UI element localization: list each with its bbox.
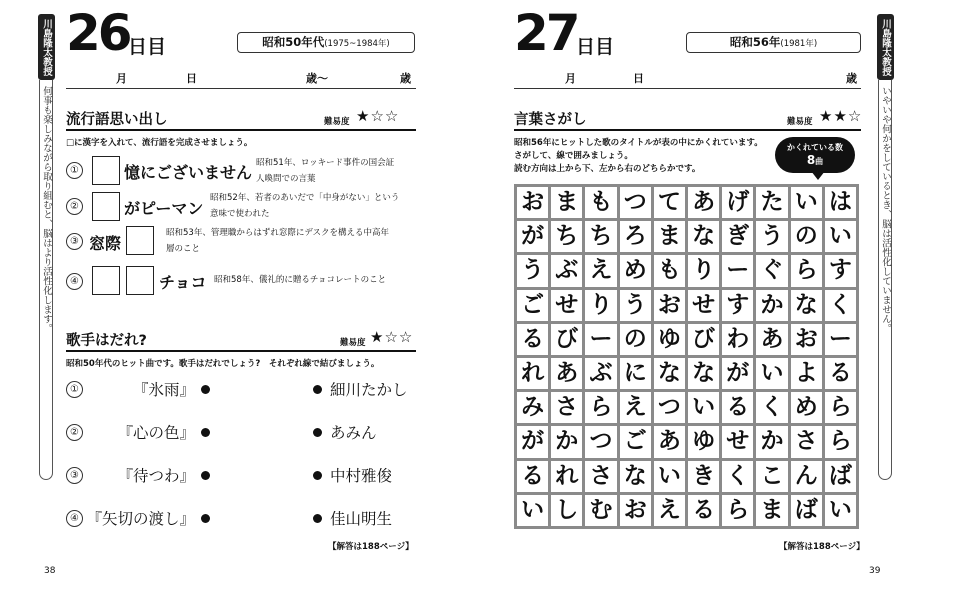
grid-cell[interactable]: り: [585, 290, 616, 321]
buzzword-text: チョコ: [159, 273, 207, 292]
grid-cell[interactable]: ー: [825, 324, 856, 355]
buzzword-text: 憶にございません: [124, 163, 253, 182]
grid-cell[interactable]: な: [688, 358, 719, 389]
grid-cell[interactable]: す: [722, 290, 753, 321]
grid-cell[interactable]: ん: [791, 461, 822, 492]
grid-cell[interactable]: せ: [688, 290, 719, 321]
song-title: 『矢切の渡し』: [86, 510, 195, 528]
grid-cell[interactable]: も: [585, 187, 616, 218]
singer-name: 細川たかし: [330, 381, 408, 399]
grid-cell[interactable]: い: [825, 495, 856, 526]
grid-cell[interactable]: え: [585, 255, 616, 286]
date-day: 日: [186, 72, 197, 85]
grid-cell[interactable]: び: [688, 324, 719, 355]
song-title: 『待つわ』: [117, 467, 195, 485]
right-page: [485, 0, 970, 600]
grid-cell[interactable]: お: [517, 187, 548, 218]
grid-cell[interactable]: し: [551, 495, 582, 526]
grid-cell[interactable]: ま: [654, 221, 685, 252]
grid-cell[interactable]: い: [654, 461, 685, 492]
grid-cell[interactable]: ら: [825, 392, 856, 423]
grid-cell[interactable]: こ: [756, 461, 787, 492]
match-dot[interactable]: [313, 428, 322, 437]
grid-cell[interactable]: な: [688, 221, 719, 252]
buzzword-text: がピーマン: [124, 199, 204, 218]
day-number: 26: [66, 4, 130, 62]
section-title-word-search: 言葉さがし: [514, 112, 587, 128]
grid-cell[interactable]: い: [517, 495, 548, 526]
grid-cell[interactable]: す: [825, 255, 856, 286]
song-title: 『氷雨』: [132, 381, 195, 399]
singer-name: 中村雅俊: [330, 467, 393, 485]
grid-cell[interactable]: め: [620, 255, 651, 286]
grid-cell[interactable]: み: [517, 392, 548, 423]
grid-cell[interactable]: ご: [517, 290, 548, 321]
answer-box[interactable]: [126, 266, 154, 295]
grid-cell[interactable]: あ: [654, 426, 685, 457]
grid-cell[interactable]: た: [756, 187, 787, 218]
difficulty-stars: ★★☆: [819, 107, 863, 125]
grid-cell[interactable]: る: [688, 495, 719, 526]
grid-cell[interactable]: に: [620, 358, 651, 389]
section-title-singers: 歌手はだれ?: [66, 333, 147, 349]
grid-cell[interactable]: か: [756, 290, 787, 321]
question-number: ②: [66, 424, 83, 441]
grid-cell[interactable]: ば: [825, 461, 856, 492]
date-underline: [514, 88, 861, 89]
buzzword-note: 人喚問での言葉: [256, 174, 316, 184]
date-underline: [66, 88, 416, 89]
grid-cell[interactable]: ゆ: [688, 426, 719, 457]
grid-cell[interactable]: き: [688, 461, 719, 492]
grid-cell[interactable]: ぶ: [585, 358, 616, 389]
grid-cell[interactable]: つ: [585, 426, 616, 457]
question-number: ③: [66, 233, 83, 250]
grid-cell[interactable]: る: [517, 324, 548, 355]
song-title: 『心の色』: [117, 424, 195, 442]
answer-box[interactable]: [126, 226, 154, 255]
grid-cell[interactable]: お: [654, 290, 685, 321]
grid-cell[interactable]: ろ: [620, 221, 651, 252]
difficulty-stars: ★☆☆: [370, 328, 414, 346]
grid-cell[interactable]: お: [791, 324, 822, 355]
grid-cell[interactable]: さ: [585, 461, 616, 492]
buzzword-text: 窓際: [89, 234, 122, 253]
question-number: ④: [66, 510, 83, 527]
grid-cell[interactable]: ご: [620, 426, 651, 457]
match-dot[interactable]: [201, 385, 210, 394]
grid-cell[interactable]: ー: [585, 324, 616, 355]
grid-cell[interactable]: ち: [585, 221, 616, 252]
grid-cell[interactable]: い: [791, 187, 822, 218]
grid-cell[interactable]: び: [551, 324, 582, 355]
answer-reference: 【解答は188ページ】: [779, 542, 865, 552]
grid-cell[interactable]: げ: [722, 187, 753, 218]
instruction: □に漢字を入れて、流行語を完成させましょう。: [66, 138, 253, 148]
grid-cell[interactable]: あ: [688, 187, 719, 218]
match-dot[interactable]: [201, 471, 210, 480]
grid-cell[interactable]: よ: [791, 358, 822, 389]
hidden-count-value: 8曲: [806, 153, 824, 167]
side-message: 何事も楽しみながら取り組むと、脳はより活性化します。: [41, 86, 52, 333]
section-title-buzzwords: 流行語思い出し: [66, 112, 168, 128]
hidden-count-label: かくれている数: [787, 143, 843, 152]
grid-cell[interactable]: ぶ: [551, 255, 582, 286]
grid-cell[interactable]: わ: [722, 324, 753, 355]
match-dot[interactable]: [201, 428, 210, 437]
grid-cell[interactable]: く: [756, 392, 787, 423]
side-tab: 川島隆太教授から: [877, 14, 894, 80]
grid-cell[interactable]: さ: [551, 392, 582, 423]
match-dot[interactable]: [313, 514, 322, 523]
word-search-grid[interactable]: [514, 184, 859, 529]
grid-cell[interactable]: か: [756, 426, 787, 457]
grid-cell[interactable]: ば: [791, 495, 822, 526]
section-rule: [514, 129, 861, 131]
grid-cell[interactable]: が: [722, 358, 753, 389]
answer-reference: 【解答は188ページ】: [328, 542, 414, 552]
grid-cell[interactable]: ー: [722, 255, 753, 286]
grid-cell[interactable]: る: [722, 392, 753, 423]
grid-cell[interactable]: い: [688, 392, 719, 423]
age-to: 歳: [846, 72, 857, 85]
grid-cell[interactable]: さ: [791, 426, 822, 457]
difficulty-label: 難易度: [324, 117, 350, 127]
grid-cell[interactable]: て: [654, 187, 685, 218]
instruction-line: 昭和56年にヒットした歌のタイトルが表の中にかくれています。: [514, 138, 763, 148]
grid-cell[interactable]: ぎ: [722, 221, 753, 252]
era-label: 昭和56年(1981年): [686, 32, 861, 53]
buzzword-note: 意味で使われた: [210, 209, 270, 219]
buzzword-note: 昭和52年、若者のあいだで「中身がない」という: [210, 193, 400, 203]
question-number: ②: [66, 198, 83, 215]
grid-cell[interactable]: あ: [551, 358, 582, 389]
page-number: 39: [869, 566, 881, 576]
difficulty-stars: ★☆☆: [356, 107, 400, 125]
grid-cell[interactable]: は: [825, 187, 856, 218]
grid-cell[interactable]: も: [654, 255, 685, 286]
side-tab: 川島隆太教授から: [38, 14, 55, 80]
grid-cell[interactable]: ゆ: [654, 324, 685, 355]
grid-cell[interactable]: り: [688, 255, 719, 286]
grid-cell[interactable]: え: [620, 392, 651, 423]
grid-cell[interactable]: の: [620, 324, 651, 355]
singer-name: 佳山明生: [330, 510, 393, 528]
section-rule: [66, 350, 416, 352]
grid-cell[interactable]: う: [517, 255, 548, 286]
grid-cell[interactable]: ら: [722, 495, 753, 526]
match-dot[interactable]: [201, 514, 210, 523]
grid-cell[interactable]: な: [654, 358, 685, 389]
question-number: ④: [66, 273, 83, 290]
buzzword-note: 昭和53年、管理職からはずれ窓際にデスクを構える中高年: [166, 228, 389, 238]
grid-cell[interactable]: く: [722, 461, 753, 492]
grid-cell[interactable]: う: [620, 290, 651, 321]
section-rule: [66, 129, 416, 131]
grid-cell[interactable]: な: [791, 290, 822, 321]
date-month: 月: [116, 72, 127, 85]
day-number: 27: [514, 4, 578, 62]
date-day: 日: [633, 72, 644, 85]
grid-cell[interactable]: あ: [756, 324, 787, 355]
grid-cell[interactable]: る: [517, 461, 548, 492]
question-number: ③: [66, 467, 83, 484]
grid-cell[interactable]: え: [654, 495, 685, 526]
grid-cell[interactable]: の: [791, 221, 822, 252]
grid-cell[interactable]: つ: [620, 187, 651, 218]
day-unit: 日目: [128, 36, 167, 58]
answer-box[interactable]: [92, 192, 120, 221]
grid-cell[interactable]: く: [825, 290, 856, 321]
grid-cell[interactable]: ま: [756, 495, 787, 526]
difficulty-label: 難易度: [340, 338, 366, 348]
grid-cell[interactable]: ら: [585, 392, 616, 423]
page-number: 38: [44, 566, 56, 576]
grid-cell[interactable]: れ: [551, 461, 582, 492]
era-label: 昭和50年代(1975~1984年): [237, 32, 415, 53]
match-dot[interactable]: [313, 471, 322, 480]
question-number: ①: [66, 381, 83, 398]
date-month: 月: [565, 72, 576, 85]
grid-cell[interactable]: う: [756, 221, 787, 252]
match-dot[interactable]: [313, 385, 322, 394]
hidden-count-bubble: [775, 137, 855, 173]
instruction-line: 読む方向は上から下、左から右のどちらかです。: [514, 164, 701, 174]
question-number: ①: [66, 162, 83, 179]
grid-cell[interactable]: ら: [791, 255, 822, 286]
day-unit: 日目: [576, 36, 615, 58]
grid-cell[interactable]: が: [517, 426, 548, 457]
grid-cell[interactable]: る: [825, 358, 856, 389]
grid-cell[interactable]: つ: [654, 392, 685, 423]
grid-cell[interactable]: か: [551, 426, 582, 457]
singer-name: あみん: [330, 424, 377, 442]
grid-cell[interactable]: め: [791, 392, 822, 423]
grid-cell[interactable]: ら: [825, 426, 856, 457]
bubble-tail: [811, 171, 825, 180]
grid-cell[interactable]: い: [825, 221, 856, 252]
grid-cell[interactable]: せ: [722, 426, 753, 457]
grid-cell[interactable]: ぐ: [756, 255, 787, 286]
buzzword-note: 昭和58年、儀礼的に贈るチョコレートのこと: [214, 275, 387, 285]
grid-cell[interactable]: お: [620, 495, 651, 526]
buzzword-note: 昭和51年、ロッキード事件の国会証: [256, 158, 395, 168]
grid-cell[interactable]: む: [585, 495, 616, 526]
grid-cell[interactable]: ち: [551, 221, 582, 252]
answer-box[interactable]: [92, 156, 120, 185]
side-message: いやいや何かをしているとき、脳は活性化していません。: [880, 86, 891, 333]
instruction-line: さがして、線で囲みましょう。: [514, 151, 633, 161]
buzzword-note: 層のこと: [166, 244, 201, 254]
instruction: 昭和50年代のヒット曲です。歌手はだれでしょう? それぞれ線で結びましょう。: [66, 359, 380, 369]
grid-cell[interactable]: が: [517, 221, 548, 252]
difficulty-label: 難易度: [787, 117, 813, 127]
grid-cell[interactable]: せ: [551, 290, 582, 321]
grid-cell[interactable]: な: [620, 461, 651, 492]
grid-cell[interactable]: ま: [551, 187, 582, 218]
answer-box[interactable]: [92, 266, 120, 295]
age-from: 歳～: [306, 72, 328, 85]
age-to: 歳: [400, 72, 411, 85]
grid-cell[interactable]: れ: [517, 358, 548, 389]
grid-cell[interactable]: い: [756, 358, 787, 389]
